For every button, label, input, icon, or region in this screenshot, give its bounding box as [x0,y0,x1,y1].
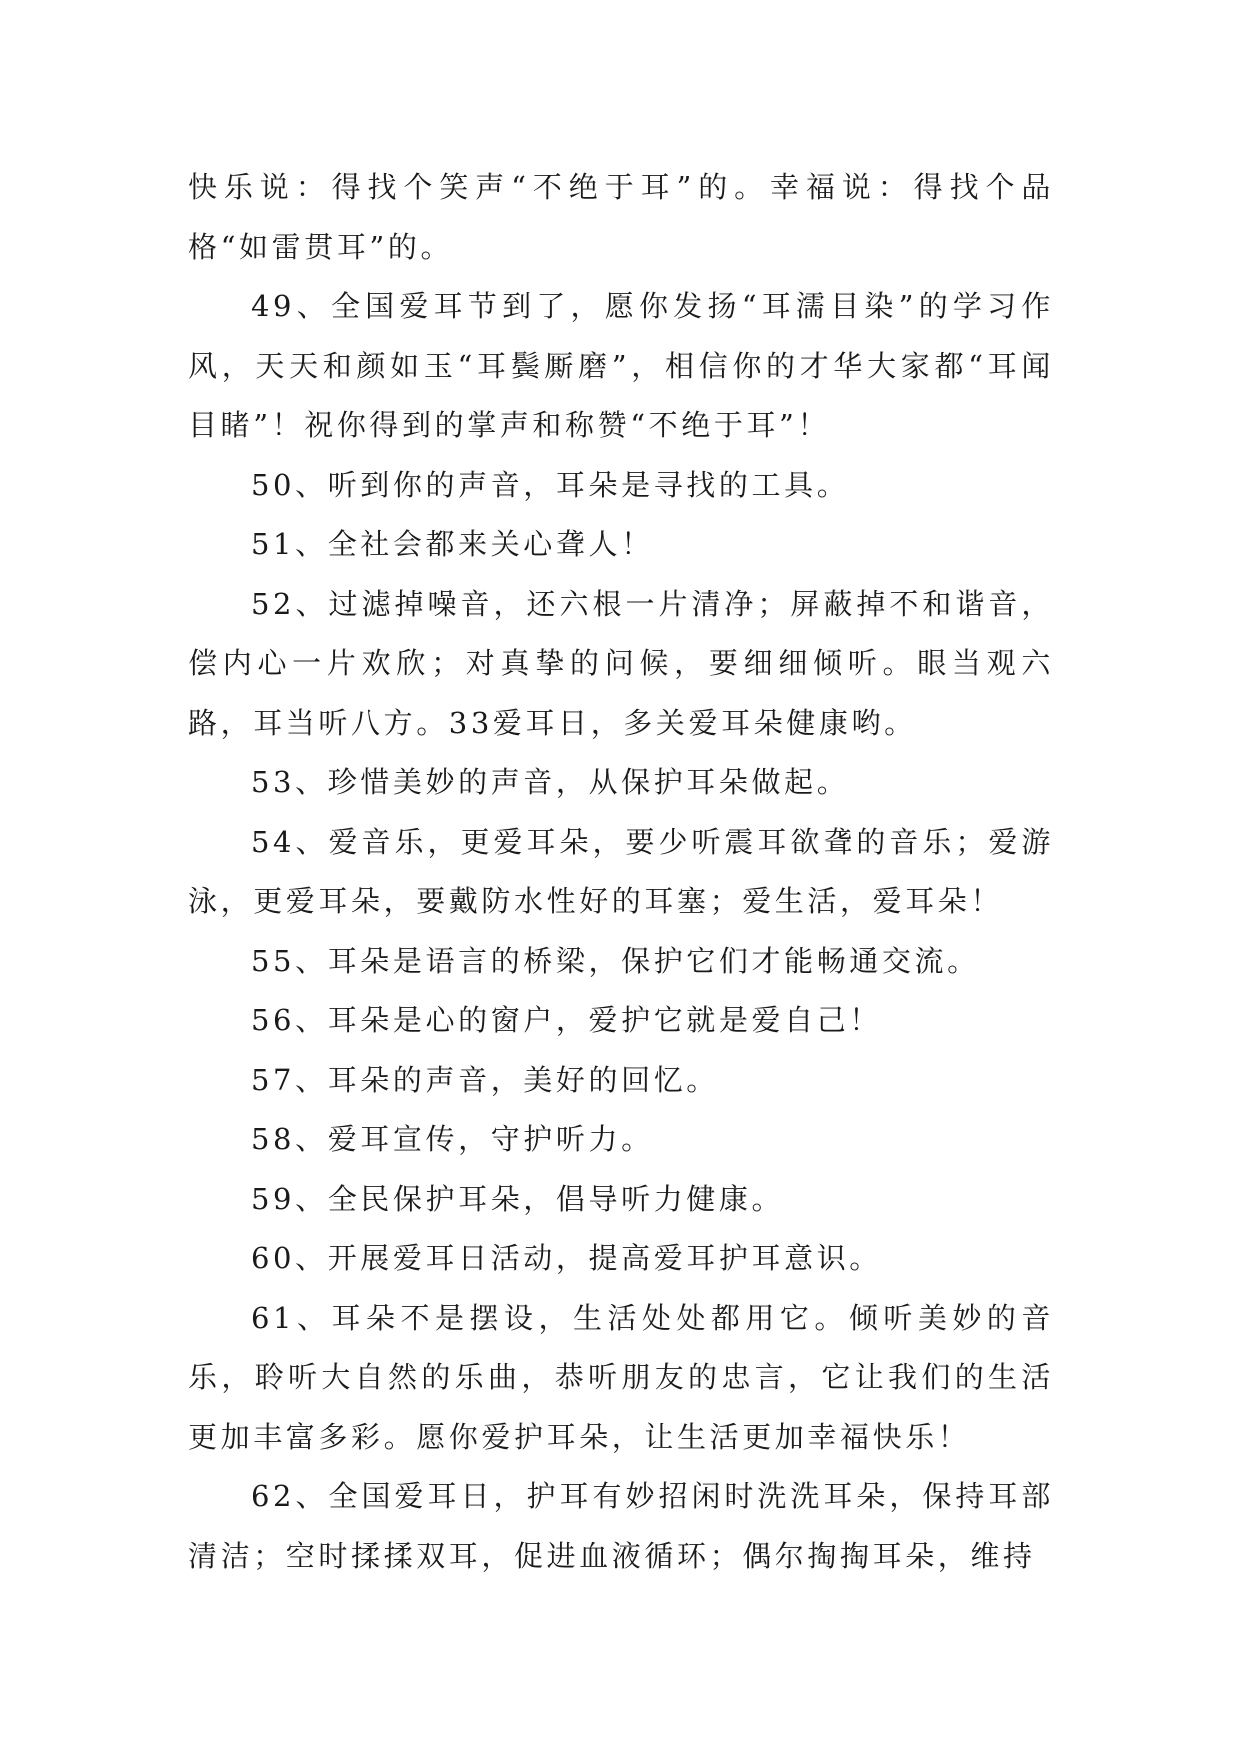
paragraph-48-continuation: 快乐说：得找个笑声“不绝于耳”的。幸福说：得找个品格“如雷贯耳”的。 [188,170,1054,264]
document-body [188,158,1054,1586]
paragraph-56: 56、耳朵是心的窗户，爱护它就是爱自己！ [251,1003,882,1037]
paragraph-52: 52、过滤掉噪音，还六根一片清净；屏蔽掉不和谐音，偿内心一片欢欣；对真挚的问候，要细细倾听。眼当观六路，耳当听八方。33爱耳日，多关爱耳朵健康哟。 [188,586,1054,740]
paragraph-51: 51、全社会都来关心聋人！ [251,527,654,561]
paragraph-57: 57、耳朵的声音，美好的回忆。 [251,1062,719,1097]
paragraph-62: 62、全国爱耳日，护耳有妙招闲时洗洗耳朵，保持耳部清洁；空时揉揉双耳，促进血液循环；偶尔掏掏耳朵，维持 [188,1479,1054,1573]
paragraph-54: 54、爱音乐，更爱耳朵，要少听震耳欲聋的音乐；爱游泳，更爱耳朵，要戴防水性好的耳塞；爱生活，爱耳朵！ [188,824,1054,918]
paragraph-59: 59、全民保护耳朵，倡导听力健康。 [251,1181,785,1216]
paragraph-53: 53、珍惜美妙的声音，从保护耳朵做起。 [251,765,850,799]
paragraph-49: 49、全国爱耳节到了，愿你发扬“耳濡目染”的学习作风，天天和颜如玉“耳鬓厮磨”，相信你的才华大家都“耳闻目睹”！祝你得到的掌声和称赞“不绝于耳”！ [188,289,1054,442]
paragraph-58: 58、爱耳宣传，守护听力。 [251,1122,654,1156]
paragraph-55: 55、耳朵是语言的桥梁，保护它们才能畅通交流。 [251,943,980,978]
paragraph-50: 50、听到你的声音，耳朵是寻找的工具。 [251,467,850,502]
paragraph-61: 61、耳朵不是摆设，生活处处都用它。倾听美妙的音乐，聆听大自然的乐曲，恭听朋友的忠言，它让我们的生活更加丰富多彩。愿你爱护耳朵，让生活更加幸福快乐！ [188,1300,1054,1454]
paragraph-60: 60、开展爱耳日活动，提高爱耳护耳意识。 [251,1241,882,1275]
